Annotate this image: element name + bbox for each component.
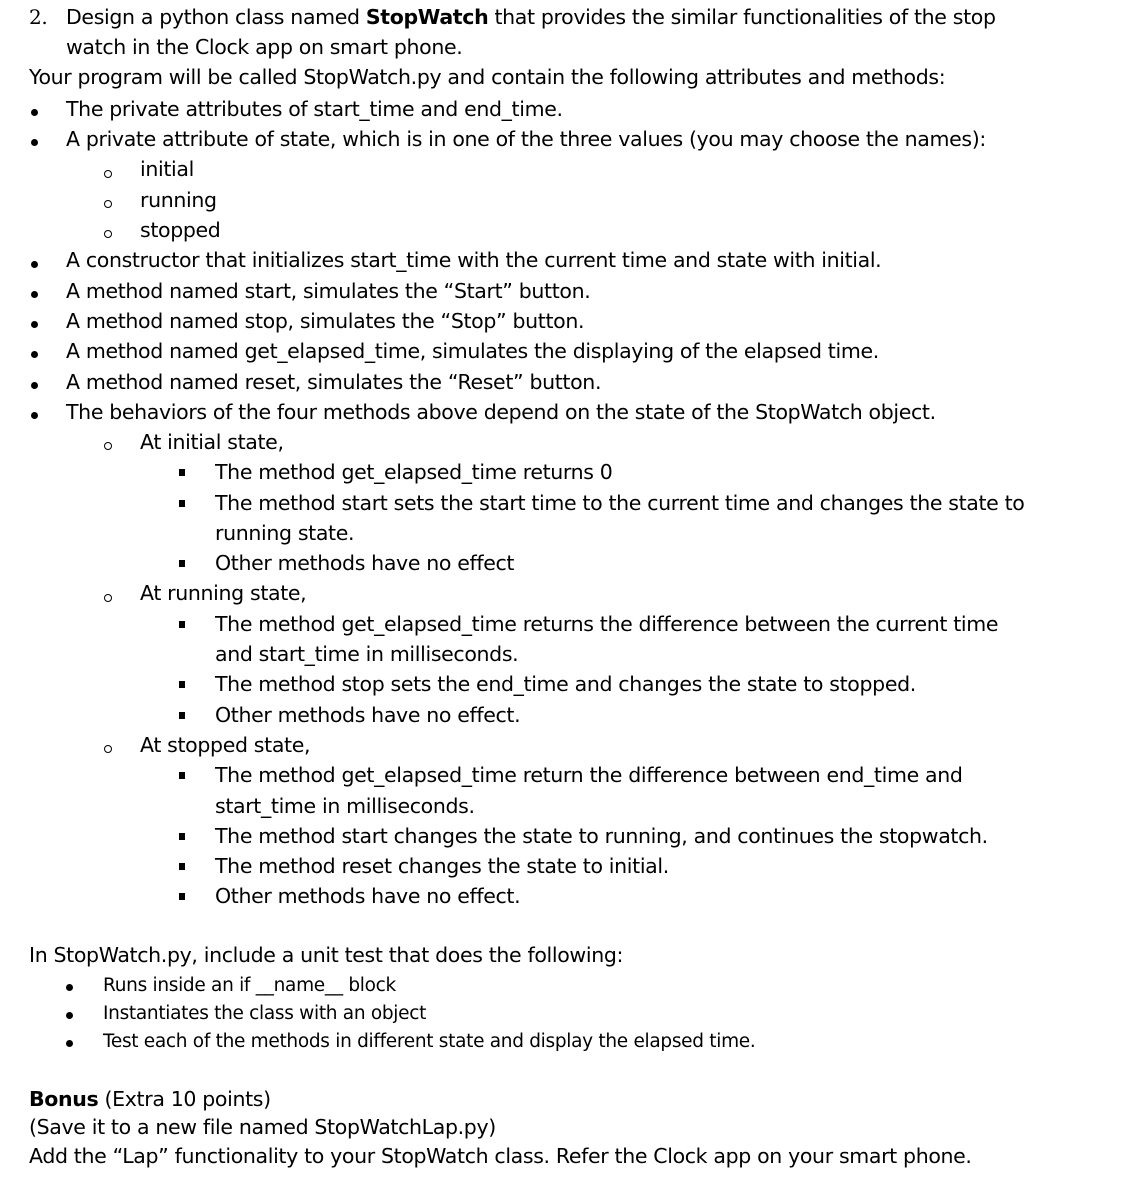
- bonus-label: Bonus: [29, 1087, 99, 1111]
- square-bullet-icon: [179, 560, 185, 567]
- initial-state-heading: At initial state,: [140, 430, 284, 454]
- intro-text-end: that provides the similar functionalities of the stop: [488, 5, 996, 29]
- stopped-item-reset: The method reset changes the state to initial.: [215, 854, 669, 878]
- attr-constructor: A constructor that initializes start_time with the current time and state with initial.: [66, 248, 882, 272]
- bullet-icon: [31, 109, 38, 116]
- bullet-icon: [31, 382, 38, 389]
- program-description: Your program will be called StopWatch.py and contain the following attributes and methods:: [29, 65, 946, 89]
- bonus-points: (Extra 10 points): [98, 1087, 271, 1111]
- bullet-icon: [66, 984, 73, 991]
- attr-method-stop: A method named stop, simulates the “Stop” button.: [66, 309, 585, 333]
- attr-private-times: The private attributes of start_time and end_time.: [66, 97, 563, 121]
- square-bullet-icon: [179, 712, 185, 719]
- square-bullet-icon: [179, 500, 185, 507]
- attr-behaviors: The behaviors of the four methods above depend on the state of the StopWatch object.: [66, 400, 936, 424]
- attr-method-elapsed: A method named get_elapsed_time, simulates the displaying of the elapsed time.: [66, 339, 879, 363]
- square-bullet-icon: [179, 772, 185, 779]
- class-name-bold: StopWatch: [365, 5, 489, 29]
- bullet-icon: [31, 291, 38, 298]
- question-intro-line2: watch in the Clock app on smart phone.: [66, 35, 463, 59]
- unit-test-item-methods: Test each of the methods in different state and display the elapsed time.: [103, 1031, 756, 1052]
- square-bullet-icon: [179, 681, 185, 688]
- question-intro-line1: [66, 3, 996, 31]
- bullet-icon: [31, 351, 38, 358]
- stopped-item-start: The method start changes the state to running, and continues the stopwatch.: [215, 824, 988, 848]
- bullet-icon: [31, 261, 38, 268]
- bullet-icon: [31, 321, 38, 328]
- attr-method-reset: A method named reset, simulates the “Reset” button.: [66, 370, 602, 394]
- square-bullet-icon: [179, 893, 185, 900]
- attr-state: A private attribute of state, which is in one of the three values (you may choose the names):: [66, 127, 986, 151]
- state-value-stopped: stopped: [140, 218, 221, 242]
- square-bullet-icon: [179, 621, 185, 628]
- bullet-icon: [66, 1040, 73, 1047]
- initial-item-other: Other methods have no effect: [215, 551, 515, 575]
- stopped-item-other: Other methods have no effect.: [215, 884, 521, 908]
- circle-bullet-icon: [104, 745, 112, 753]
- intro-text: Design a python class named: [66, 5, 366, 29]
- square-bullet-icon: [179, 469, 185, 476]
- running-item-elapsed-line2: and start_time in milliseconds.: [215, 642, 519, 666]
- unit-test-intro: In StopWatch.py, include a unit test that does the following:: [29, 943, 624, 967]
- attr-method-start: A method named start, simulates the “Start” button.: [66, 279, 591, 303]
- stopped-state-heading: At stopped state,: [140, 733, 311, 757]
- running-item-elapsed-line1: The method get_elapsed_time returns the difference between the current time: [215, 612, 999, 636]
- square-bullet-icon: [179, 863, 185, 870]
- bullet-icon: [31, 139, 38, 146]
- stopped-item-elapsed-line2: start_time in milliseconds.: [215, 794, 475, 818]
- running-item-other: Other methods have no effect.: [215, 703, 521, 727]
- circle-bullet-icon: [104, 170, 112, 178]
- unit-test-item-if-name: Runs inside an if __name__ block: [103, 975, 396, 996]
- unit-test-item-instantiate: Instantiates the class with an object: [103, 1003, 427, 1024]
- running-state-heading: At running state,: [140, 581, 307, 605]
- initial-item-elapsed: The method get_elapsed_time returns 0: [215, 460, 613, 484]
- bullet-icon: [66, 1012, 73, 1019]
- state-value-initial: initial: [140, 157, 194, 181]
- circle-bullet-icon: [104, 594, 112, 602]
- square-bullet-icon: [179, 833, 185, 840]
- bullet-icon: [31, 412, 38, 419]
- stopped-item-elapsed-line1: The method get_elapsed_time return the difference between end_time and: [215, 763, 963, 787]
- circle-bullet-icon: [104, 230, 112, 238]
- initial-item-start-line1: The method start sets the start time to the current time and changes the state to: [215, 491, 1025, 515]
- bonus-heading: [29, 1085, 271, 1113]
- state-value-running: running: [140, 188, 217, 212]
- running-item-stop: The method stop sets the end_time and changes the state to stopped.: [215, 672, 916, 696]
- initial-item-start-line2: running state.: [215, 521, 355, 545]
- circle-bullet-icon: [104, 442, 112, 450]
- bonus-lap-instruction: Add the “Lap” functionality to your StopWatch class. Refer the Clock app on your smart phone.: [29, 1144, 972, 1168]
- bonus-save-note: (Save it to a new file named StopWatchLap.py): [29, 1115, 496, 1139]
- circle-bullet-icon: [104, 200, 112, 208]
- question-number: 2.: [29, 5, 48, 29]
